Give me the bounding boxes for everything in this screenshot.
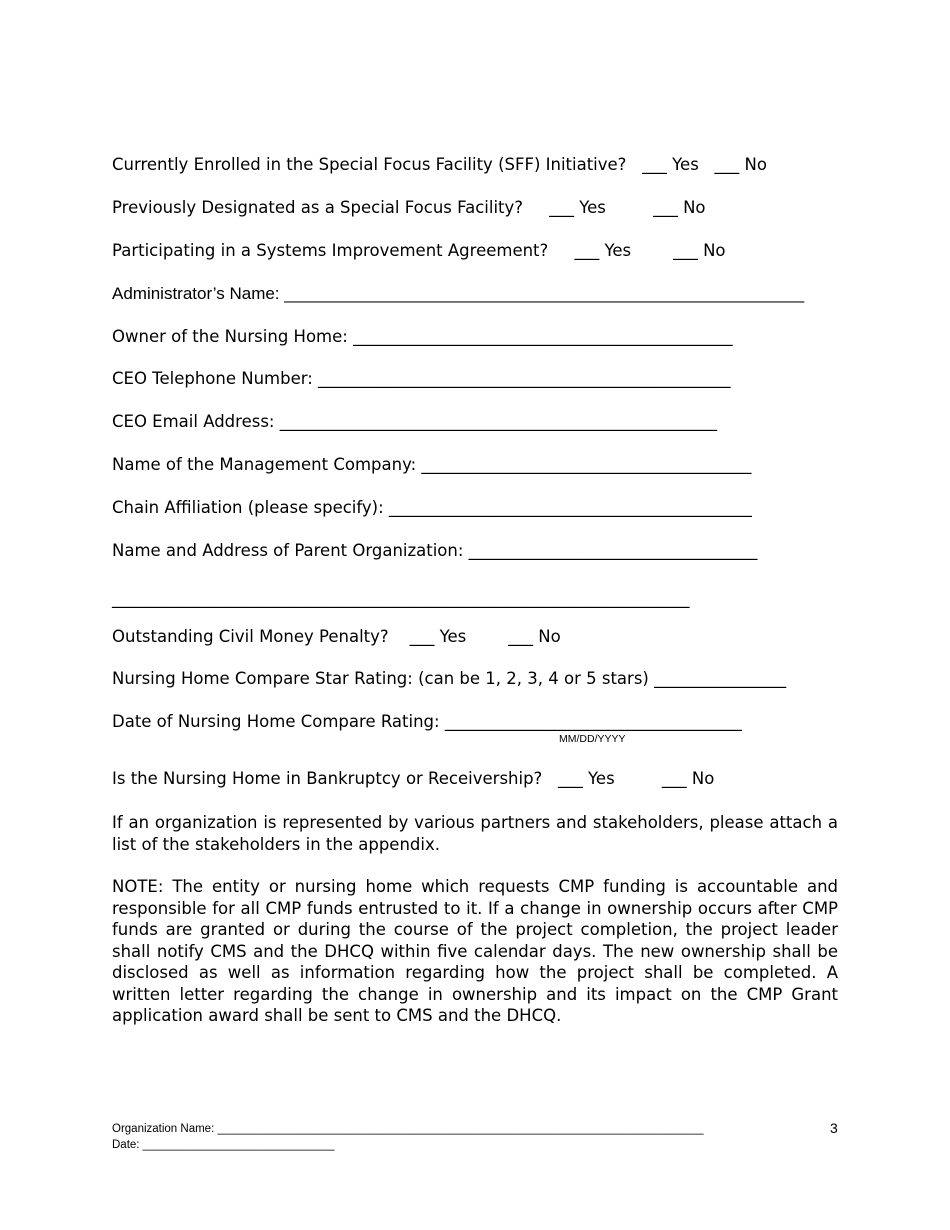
stakeholders-paragraph: If an organization is represented by various partners and stakeholders, please attach a list of the stakeholders in the appendix. <box>112 813 838 854</box>
date-format-hint: MM/DD/YYYY <box>559 733 626 745</box>
administrator-name-field: Administrator’s Name: _______________________________________________________ <box>112 284 805 303</box>
chain-affiliation-field: Chain Affiliation (please specify): ____________________________________________ <box>112 498 752 517</box>
bankruptcy-question: Is the Nursing Home in Bankruptcy or Receivership? ___ Yes ___ No <box>112 769 715 788</box>
ceo-email-field: CEO Email Address: _____________________________________________________ <box>112 412 717 431</box>
sff-enrolled-question: Currently Enrolled in the Special Focus Facility (SFF) Initiative? ___ Yes ___ No <box>112 155 767 174</box>
civil-money-penalty-question: Outstanding Civil Money Penalty? ___ Yes ___ No <box>112 627 561 646</box>
sia-question: Participating in a Systems Improvement Agreement? ___ Yes ___ No <box>112 241 726 260</box>
owner-field: Owner of the Nursing Home: ______________________________________________ <box>112 327 733 346</box>
footer-date: Date: ______________________________ <box>112 1139 335 1151</box>
sff-previous-question: Previously Designated as a Special Focus Facility? ___ Yes ___ No <box>112 198 706 217</box>
star-rating-field: Nursing Home Compare Star Rating: (can be 1, 2, 3, 4 or 5 stars) ________________ <box>112 669 787 688</box>
parent-organization-field: Name and Address of Parent Organization: ___________________________________ <box>112 541 758 560</box>
rating-date-field: Date of Nursing Home Compare Rating: ____________________________________ <box>112 712 742 731</box>
management-company-field: Name of the Management Company: ________________________________________ <box>112 455 752 474</box>
parent-organization-continued-line: ______________________________________________________________________ <box>112 589 690 608</box>
page-number: 3 <box>830 1120 838 1136</box>
ceo-telephone-field: CEO Telephone Number: __________________________________________________ <box>112 369 731 388</box>
note-paragraph: NOTE: The entity or nursing home which requests CMP funding is accountable and responsible for all CMP funds entrusted to it. If a change in ownership occurs after CMP funds are granted or during the course of the project completion, the project leader shall notify CMS and the DHCQ within five calendar days. The new ownership shall be disclosed as well as information regarding how the project shall be completed. A written letter regarding the change in ownership and its impact on the CMP Grant application award shall be sent to CMS and the DHCQ. <box>112 877 838 1025</box>
footer-organization-name: Organization Name: ____________________________________________________________________________ <box>112 1123 704 1135</box>
